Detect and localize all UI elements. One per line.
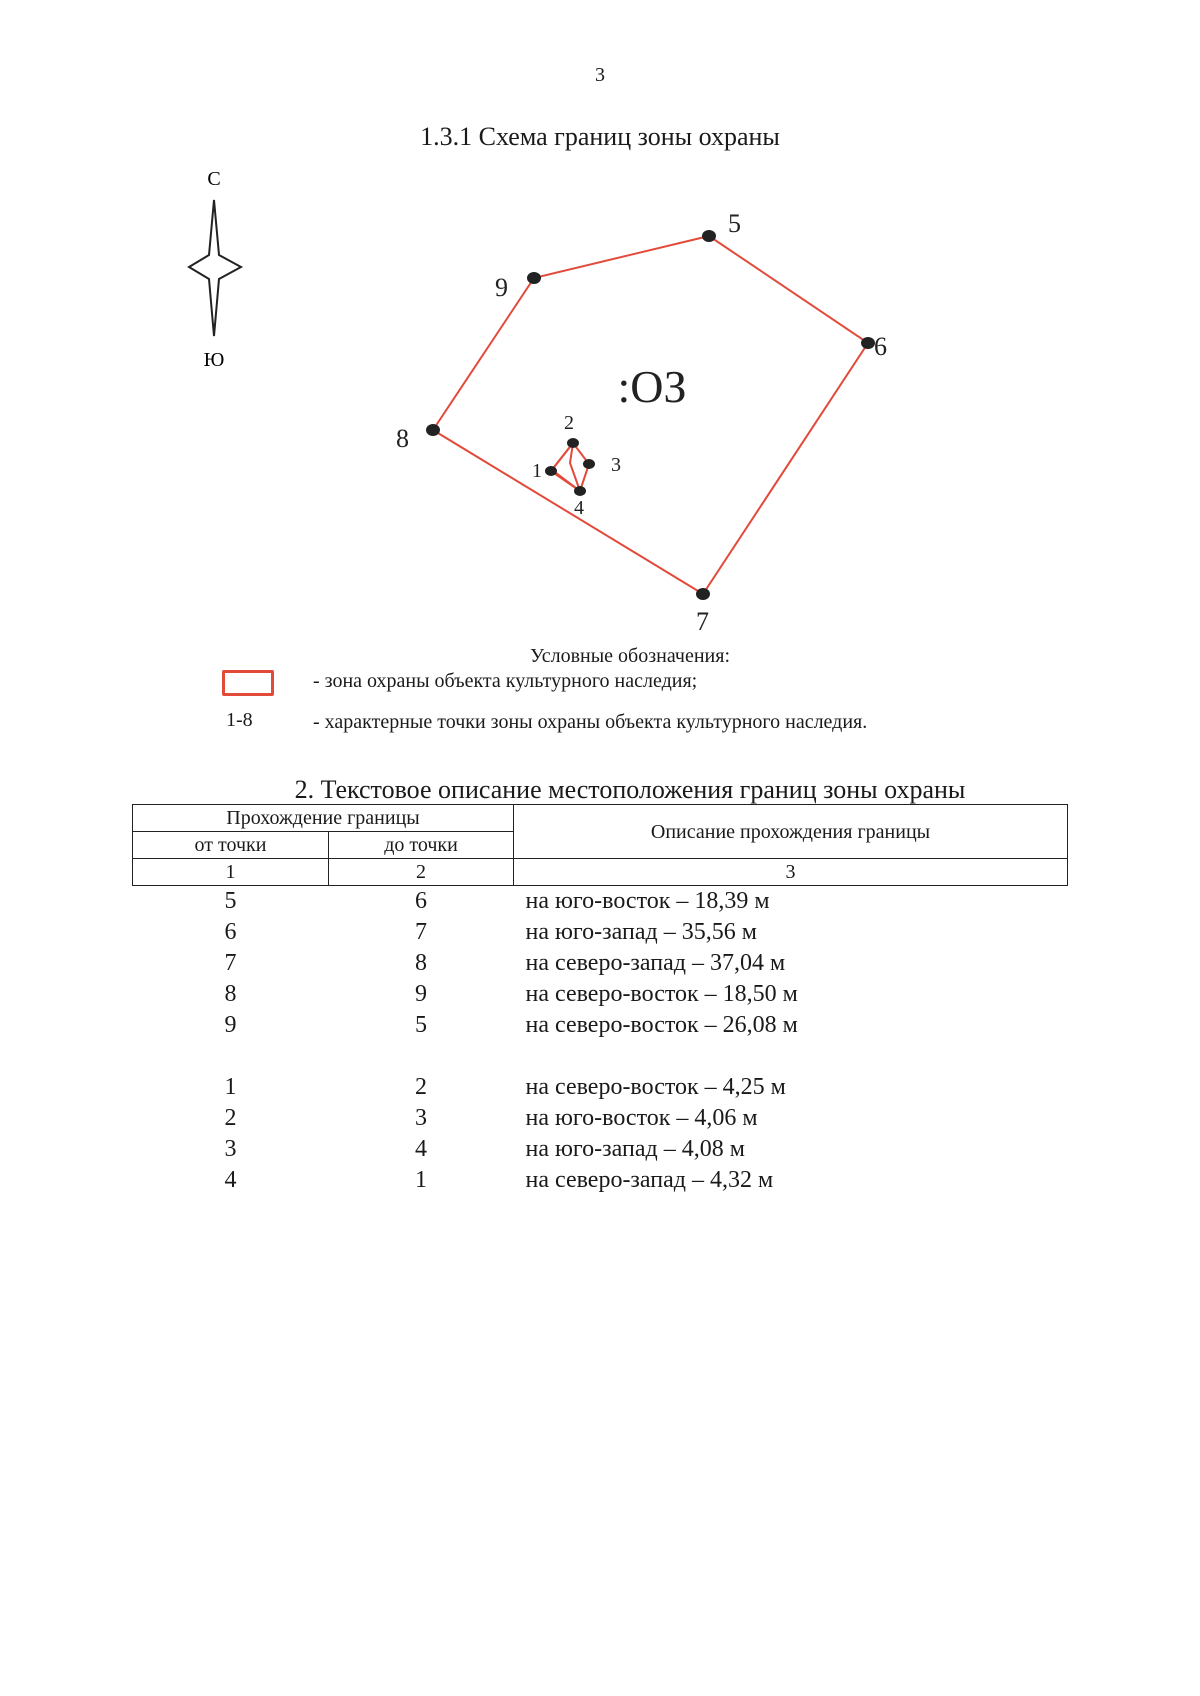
table-row xyxy=(133,1134,1068,1165)
from-cell: 4 xyxy=(224,1167,237,1193)
compass-south-label: Ю xyxy=(203,349,225,371)
table-row xyxy=(133,1072,1068,1103)
legend-points-code: 1-8 xyxy=(226,709,253,731)
legend-title: Условные обозначения: xyxy=(529,645,731,667)
point-7-label: 7 xyxy=(696,607,709,636)
to-cell: 4 xyxy=(415,1136,427,1162)
table-spacer-row xyxy=(133,1041,1068,1072)
page-number: 3 xyxy=(595,64,605,86)
desc-cell: на юго-восток – 18,39 м xyxy=(525,888,770,914)
from-cell: 7 xyxy=(224,950,237,976)
point-3-marker xyxy=(583,459,595,469)
zone-label: :ОЗ xyxy=(617,361,687,412)
point-9-label: 9 xyxy=(495,273,508,302)
point-1-label: 1 xyxy=(532,460,542,482)
from-cell: 3 xyxy=(224,1136,237,1162)
table-row xyxy=(133,1010,1068,1041)
from-cell: 8 xyxy=(224,981,237,1007)
boundary-scheme-map xyxy=(0,0,1200,640)
to-cell: 2 xyxy=(415,1074,427,1100)
to-cell: 7 xyxy=(415,919,427,945)
header-from: от точки xyxy=(133,832,329,859)
legend-zone-swatch xyxy=(222,670,274,696)
desc-cell: на юго-запад – 35,56 м xyxy=(525,919,757,945)
point-8-label: 8 xyxy=(396,424,409,453)
legend-zone-text: - зона охраны объекта культурного наследия; xyxy=(313,670,698,692)
point-2-marker xyxy=(567,438,579,448)
point-6-marker xyxy=(861,337,875,349)
point-5-marker xyxy=(702,230,716,242)
column-number-1: 1 xyxy=(133,859,329,886)
point-2-label: 2 xyxy=(564,412,574,434)
desc-cell: на северо-запад – 37,04 м xyxy=(525,950,786,976)
table-row xyxy=(133,948,1068,979)
desc-cell: на северо-восток – 18,50 м xyxy=(525,981,798,1007)
section-title: 2. Текстовое описание местоположения границ зоны охраны xyxy=(294,775,966,804)
to-cell: 6 xyxy=(415,888,427,914)
column-number-2: 2 xyxy=(329,859,514,886)
table-row xyxy=(133,1165,1068,1196)
desc-cell: на юго-запад – 4,08 м xyxy=(525,1136,745,1162)
compass-icon xyxy=(189,168,241,371)
to-cell: 8 xyxy=(415,950,427,976)
desc-cell: на северо-восток – 4,25 м xyxy=(525,1074,786,1100)
from-cell: 5 xyxy=(224,888,237,914)
desc-cell: на северо-восток – 26,08 м xyxy=(525,1012,798,1038)
point-9-marker xyxy=(527,272,541,284)
point-5-label: 5 xyxy=(728,209,741,238)
from-cell: 2 xyxy=(224,1105,237,1131)
table-row xyxy=(133,1103,1068,1134)
header-to: до точки xyxy=(329,832,514,859)
to-cell: 9 xyxy=(415,981,427,1007)
desc-cell: на северо-запад – 4,32 м xyxy=(525,1167,774,1193)
compass-star-icon xyxy=(189,200,241,336)
column-number-3: 3 xyxy=(514,859,1068,886)
compass-north-label: С xyxy=(207,168,221,190)
from-cell: 9 xyxy=(224,1012,237,1038)
to-cell: 5 xyxy=(415,1012,427,1038)
point-1-marker xyxy=(545,466,557,476)
table-row xyxy=(133,917,1068,948)
table-row xyxy=(133,886,1068,918)
point-4-marker xyxy=(574,486,586,496)
legend-points-text: - характерные точки зоны охраны объекта культурного наследия. xyxy=(313,711,868,733)
to-cell: 1 xyxy=(415,1167,427,1193)
point-8-marker xyxy=(426,424,440,436)
schema-title: 1.3.1 Схема границ зоны охраны xyxy=(420,122,780,151)
inner-boundary-polygon xyxy=(551,443,589,491)
from-cell: 1 xyxy=(224,1074,237,1100)
point-7-marker xyxy=(696,588,710,600)
to-cell: 3 xyxy=(415,1105,427,1131)
header-group: Прохождение границы xyxy=(133,805,514,832)
boundary-description-table xyxy=(132,804,1068,1196)
desc-cell: на юго-восток – 4,06 м xyxy=(525,1105,758,1131)
table-row xyxy=(133,979,1068,1010)
from-cell: 6 xyxy=(224,919,237,945)
point-4-label: 4 xyxy=(574,497,584,519)
point-6-label: 6 xyxy=(874,332,887,361)
point-3-label: 3 xyxy=(611,454,621,476)
header-description: Описание прохождения границы xyxy=(514,805,1068,859)
